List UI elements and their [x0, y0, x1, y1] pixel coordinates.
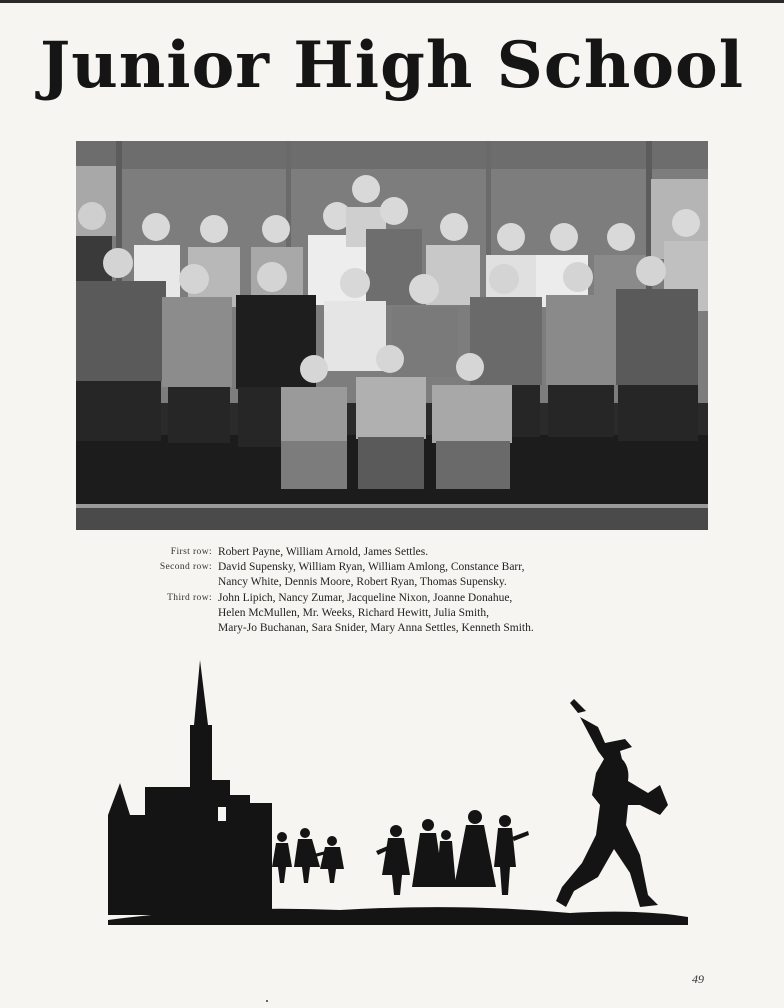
pied-piper-silhouette — [100, 655, 700, 930]
caption-names-line: Mary-Jo Buchanan, Sara Snider, Mary Anna Settles, Kenneth Smith. — [218, 622, 534, 635]
photo-caption — [140, 545, 740, 636]
caption-names-line: David Supensky, William Ryan, William Amlong, Constance Barr, — [218, 561, 525, 574]
caption-row-second — [140, 560, 740, 590]
page-number: 49 — [692, 972, 704, 986]
caption-row-label: Third row: — [167, 592, 212, 603]
page-title: Junior High School — [39, 28, 745, 103]
caption-row-label: Second row: — [159, 562, 212, 573]
caption-row-label: First row: — [170, 547, 212, 557]
class-photo — [76, 141, 708, 530]
caption-row-third — [140, 591, 740, 637]
caption-names-line: John Lipich, Nancy Zumar, Jacqueline Nixon, Joanne Donahue, — [218, 591, 513, 604]
page-top-border — [0, 0, 784, 3]
print-speck — [266, 1000, 268, 1002]
caption-names-line: Helen McMullen, Mr. Weeks, Richard Hewitt, Julia Smith, — [218, 606, 489, 619]
caption-names-line: Robert Payne, William Arnold, James Settles. — [218, 546, 429, 558]
caption-row-first — [140, 545, 740, 560]
caption-names-line: Nancy White, Dennis Moore, Robert Ryan, Thomas Supensky. — [218, 576, 507, 589]
